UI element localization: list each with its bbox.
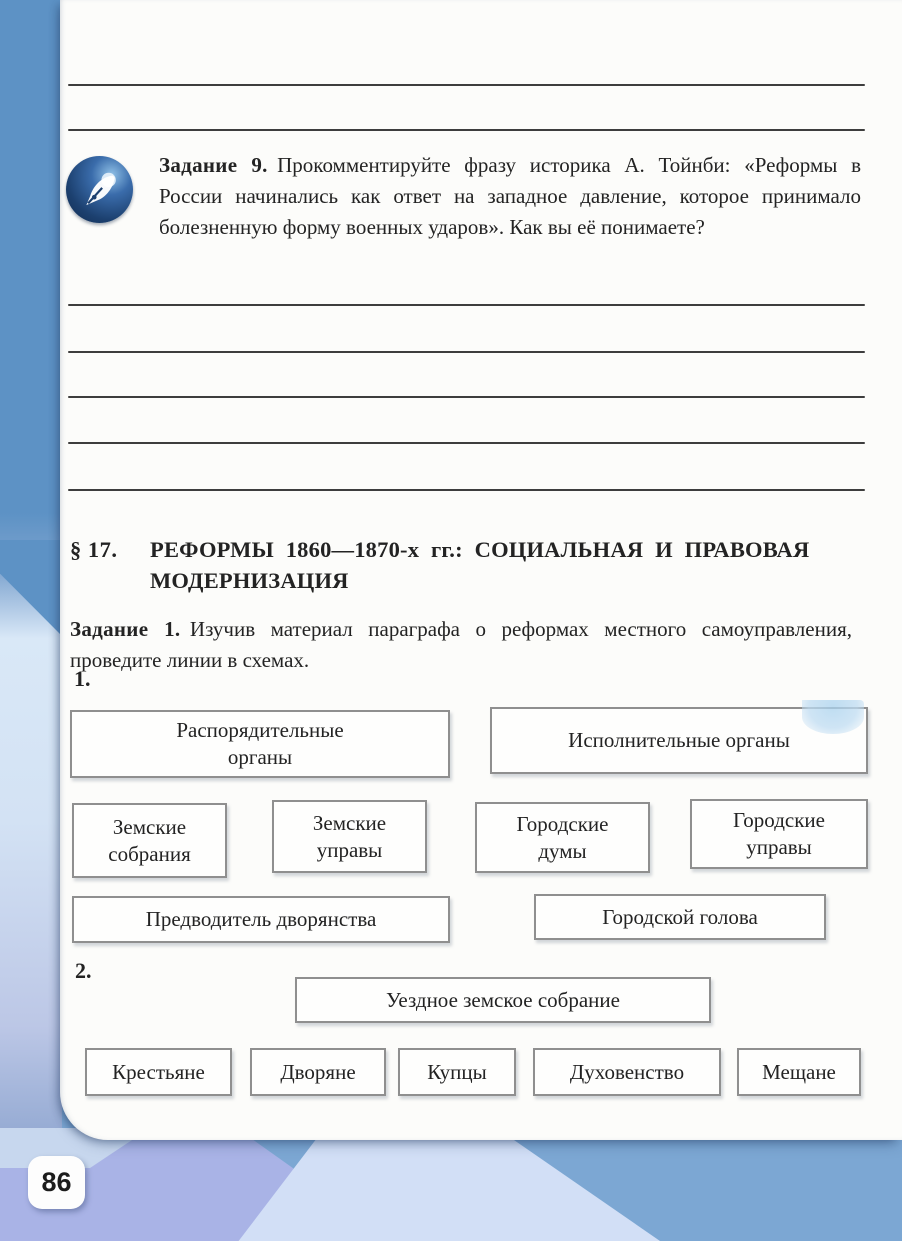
section-title: РЕФОРМЫ 1860—1870-х гг.: СОЦИАЛЬНАЯ И ПРАВОВАЯ МОДЕРНИЗАЦИЯ [150, 537, 810, 593]
section-number: § 17. [70, 537, 118, 562]
task1-paragraph [70, 614, 852, 676]
task9-paragraph [159, 150, 861, 243]
scheme1-box-gorodskie-upravy [690, 799, 868, 869]
answer-line [68, 351, 865, 353]
scheme2-label: 2. [75, 958, 92, 983]
answer-line [68, 129, 865, 131]
scheme2-box-krestyane [85, 1048, 232, 1096]
answer-line [68, 84, 865, 86]
box-label: Уездное земское собрание [386, 987, 620, 1012]
scheme1-box-gorodskoy-golova [534, 894, 826, 940]
task9-label: Задание 9. [159, 153, 268, 177]
box-label: Городской голова [602, 904, 758, 929]
answer-line [68, 442, 865, 444]
answer-line [68, 304, 865, 306]
scheme2-box-kuptsy [398, 1048, 516, 1096]
scheme1-box-zemskie-sobraniya [72, 803, 227, 878]
task1-text: Изучив материал параграфа о реформах местного самоуправления, проведите линии в схемах. [70, 617, 852, 672]
answer-line [68, 489, 865, 491]
page-number-badge [28, 1156, 85, 1209]
scheme1-box-gorodskie-dumy [475, 802, 650, 873]
scheme1-box-predvoditel [72, 896, 450, 943]
scheme2-box-uezdnoe-sobranie [295, 977, 711, 1023]
answer-line [68, 396, 865, 398]
box-label: Дворяне [280, 1059, 356, 1084]
page-number: 86 [41, 1167, 72, 1197]
scan-stain [802, 700, 864, 734]
scheme2-box-dvoryane [250, 1048, 386, 1096]
box-label: Мещане [762, 1059, 836, 1084]
box-label: Земские управы [312, 810, 387, 862]
scheme2-box-meshchane [737, 1048, 861, 1096]
box-label: Крестьяне [112, 1059, 205, 1084]
scheme1-box-zemskie-upravy [272, 800, 427, 873]
scheme1-label: 1. [74, 666, 91, 691]
scheme1-box-rasporyaditelnye [70, 710, 450, 778]
scheme2-box-dukhovenstvo [533, 1048, 721, 1096]
box-label: Предводитель дворянства [145, 907, 377, 931]
box-label: Духовенство [569, 1059, 685, 1084]
section-heading [70, 534, 870, 596]
box-label: Городские думы [516, 811, 609, 863]
box-label: Купцы [427, 1059, 487, 1084]
quill-icon [77, 167, 123, 213]
box-label: Городские управы [733, 808, 825, 859]
task-icon [66, 156, 133, 223]
task9-text: Прокомментируйте фразу историка А. Тойнби: «Реформы в России начинались как ответ на западное давление, которое принимало болезненную форму военных ударов». Как вы её понимаете? [159, 153, 861, 239]
box-label: Земские собрания [108, 814, 191, 866]
workbook-page [60, 0, 902, 1140]
task1-label: Задание 1. [70, 617, 181, 641]
box-label: Распорядительные органы [176, 718, 344, 769]
box-label: Исполнительные органы [568, 728, 790, 752]
task9-block [66, 150, 874, 243]
